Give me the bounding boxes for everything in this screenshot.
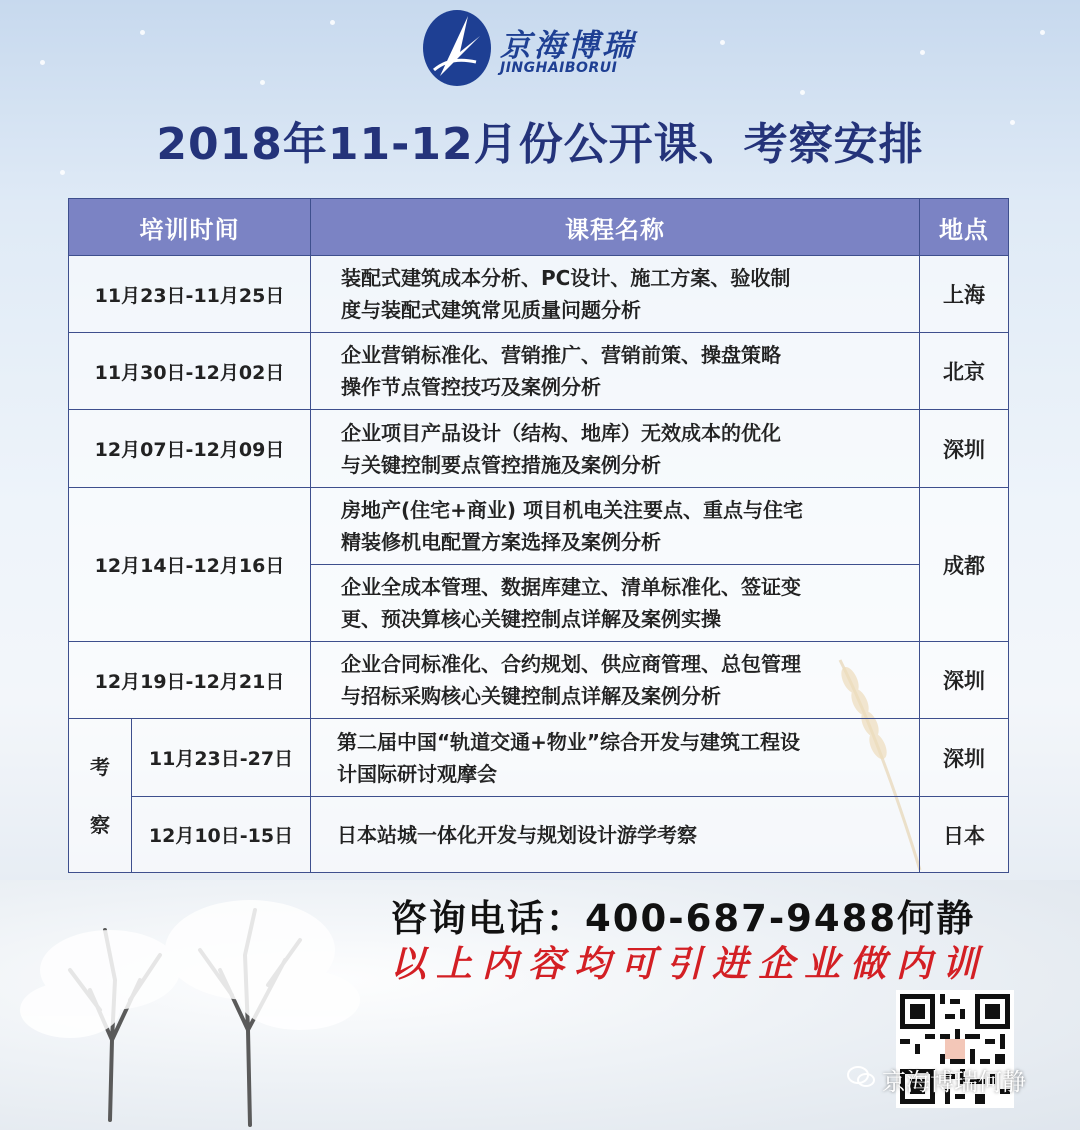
snowflake bbox=[720, 40, 725, 45]
course-line: 精装修机电配置方案选择及案例分析 bbox=[341, 530, 661, 554]
course-line: 操作节点管控技巧及案例分析 bbox=[341, 375, 601, 399]
row-location: 上海 bbox=[920, 256, 1009, 333]
course-line: 日本站城一体化开发与规划设计游学考察 bbox=[337, 822, 697, 847]
logo-chinese-name: 京海博瑞 bbox=[500, 28, 636, 64]
table-row bbox=[69, 642, 1009, 719]
course-line: 度与装配式建筑常见质量问题分析 bbox=[341, 298, 641, 322]
course-line: 更、预决算核心关键控制点详解及案例实操 bbox=[341, 607, 721, 631]
row-location: 北京 bbox=[920, 333, 1009, 410]
account-watermark bbox=[842, 1062, 1026, 1097]
course-line: 计国际研讨观摩会 bbox=[337, 761, 497, 786]
inspection-label-char: 察 bbox=[90, 812, 110, 837]
inspection-row bbox=[69, 797, 1009, 873]
table-row bbox=[69, 488, 1009, 565]
row-course bbox=[311, 488, 920, 565]
row-date: 12月07日-12月09日 bbox=[69, 410, 311, 488]
snowflake bbox=[920, 50, 925, 55]
snowy-trees-illustration bbox=[0, 860, 420, 1130]
watermark-text: 京海博瑞何静 bbox=[882, 1068, 1026, 1096]
training-slogan: 以上内容均可引进企业做内训 bbox=[390, 943, 989, 985]
row-course bbox=[311, 410, 920, 488]
inspection-label bbox=[69, 719, 132, 873]
table-row bbox=[69, 256, 1009, 333]
snowflake bbox=[1040, 30, 1045, 35]
table-header-row bbox=[69, 199, 1009, 256]
inspection-location: 深圳 bbox=[920, 719, 1009, 797]
inspection-location: 日本 bbox=[920, 797, 1009, 873]
row-date: 12月19日-12月21日 bbox=[69, 642, 311, 719]
schedule-table bbox=[68, 198, 1009, 873]
inspection-date: 12月10日-15日 bbox=[132, 797, 311, 873]
snowflake bbox=[40, 60, 45, 65]
contact-phone: 咨询电话：400-687-9488何静 bbox=[390, 897, 976, 940]
snowflake bbox=[330, 20, 335, 25]
brand-logo bbox=[420, 6, 660, 90]
row-course bbox=[311, 333, 920, 410]
table-row bbox=[69, 410, 1009, 488]
row-course bbox=[311, 256, 920, 333]
logo-english-name: JINGHAIBORUI bbox=[500, 60, 618, 76]
row-course bbox=[311, 565, 920, 642]
course-line: 企业项目产品设计（结构、地库）无效成本的优化 bbox=[341, 420, 781, 445]
course-line: 与招标采购核心关键控制点详解及案例分析 bbox=[341, 684, 721, 708]
course-line: 房地产(住宅+商业) 项目机电关注要点、重点与住宅 bbox=[341, 498, 804, 522]
inspection-course bbox=[311, 797, 920, 873]
header-location: 地点 bbox=[920, 199, 1009, 256]
row-course bbox=[311, 642, 920, 719]
snowflake bbox=[800, 90, 805, 95]
snowflake bbox=[140, 30, 145, 35]
row-location: 深圳 bbox=[920, 642, 1009, 719]
course-line: 装配式建筑成本分析、PC设计、施工方案、验收制 bbox=[341, 266, 791, 290]
table-row bbox=[69, 333, 1009, 410]
row-date: 11月30日-12月02日 bbox=[69, 333, 311, 410]
course-line: 企业合同标准化、合约规划、供应商管理、总包管理 bbox=[341, 652, 801, 676]
row-date: 11月23日-11月25日 bbox=[69, 256, 311, 333]
row-date: 12月14日-12月16日 bbox=[69, 488, 311, 642]
header-training-time: 培训时间 bbox=[69, 199, 311, 256]
snowflake bbox=[260, 80, 265, 85]
row-location: 深圳 bbox=[920, 410, 1009, 488]
logo-emblem-icon bbox=[420, 6, 494, 90]
row-location: 成都 bbox=[920, 488, 1009, 642]
course-line: 企业营销标准化、营销推广、营销前策、操盘策略 bbox=[341, 343, 781, 367]
inspection-date: 11月23日-27日 bbox=[132, 719, 311, 797]
course-line: 第二届中国“轨道交通+物业”综合开发与建筑工程设 bbox=[337, 729, 801, 754]
inspection-row bbox=[69, 719, 1009, 797]
inspection-course bbox=[311, 719, 920, 797]
course-line: 与关键控制要点管控措施及案例分析 bbox=[341, 452, 661, 477]
header-course-name: 课程名称 bbox=[311, 199, 920, 256]
course-line: 企业全成本管理、数据库建立、清单标准化、签证变 bbox=[341, 575, 801, 599]
page-title: 2018年11-12月份公开课、考察安排 bbox=[156, 119, 924, 170]
inspection-label-char: 考 bbox=[90, 754, 110, 779]
